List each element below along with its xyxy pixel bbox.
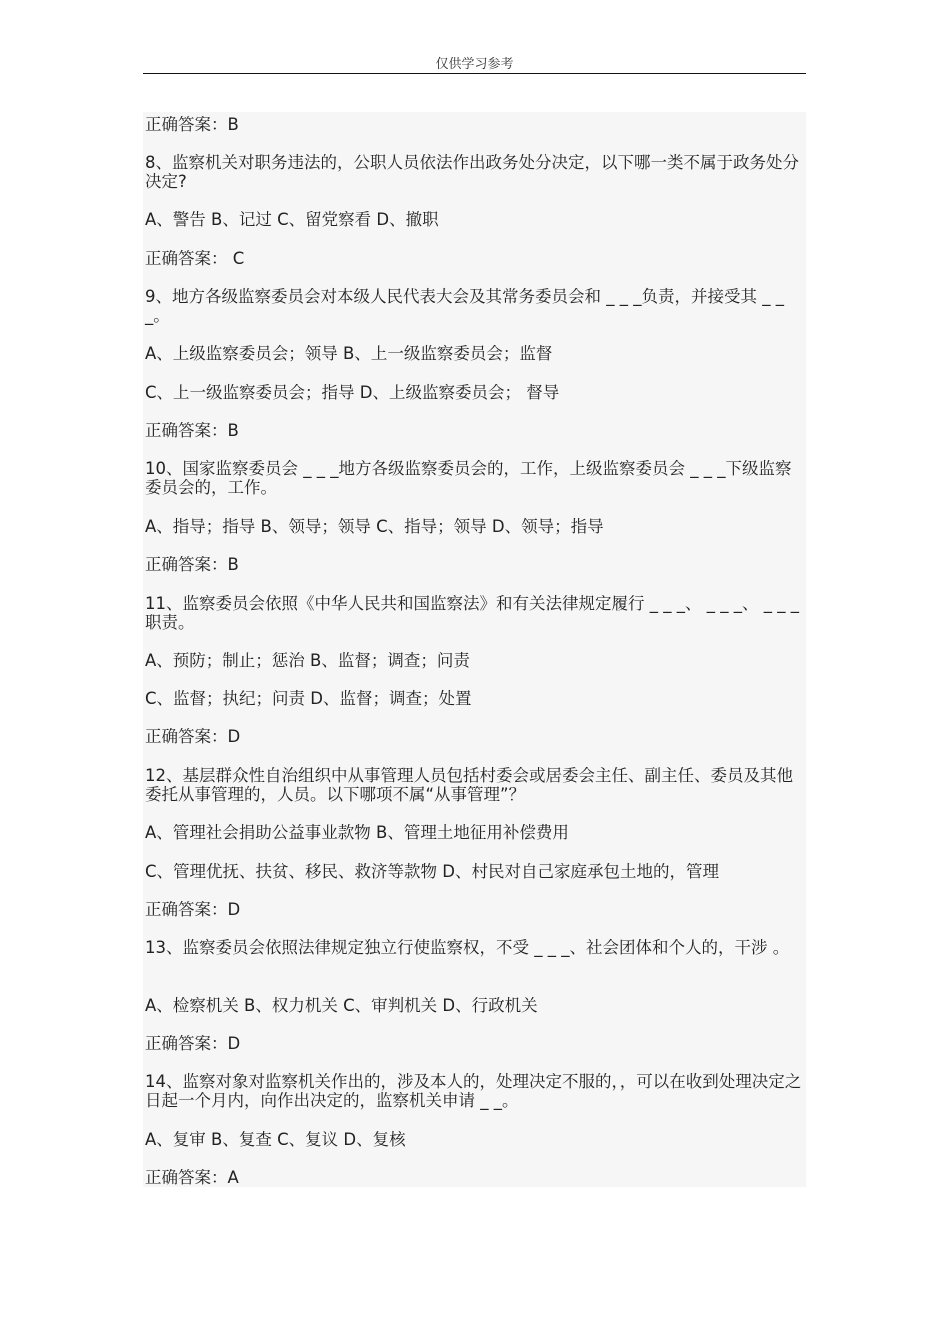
answer-line: 正确答案：B bbox=[145, 555, 239, 574]
header-divider bbox=[143, 73, 806, 74]
answer-line: 正确答案： C bbox=[145, 249, 245, 268]
answer-line: 正确答案：B bbox=[145, 115, 239, 134]
options-line: A、检察机关 B、权力机关 C、审判机关 D、行政机关 bbox=[145, 996, 538, 1015]
options-line: C、上一级监察委员会；指导 D、上级监察委员会； 督导 bbox=[145, 383, 560, 402]
answer-line: 正确答案：D bbox=[145, 900, 241, 919]
options-line: C、监督；执纪；问责 D、监督；调查；处置 bbox=[145, 689, 472, 708]
answer-line: 正确答案：A bbox=[145, 1168, 239, 1187]
answer-line: 正确答案：D bbox=[145, 727, 241, 746]
page-header: 仅供学习参考 bbox=[435, 57, 514, 72]
options-line: A、管理社会捐助公益事业款物 B、管理土地征用补偿费用 bbox=[145, 823, 569, 842]
options-line: A、指导；指导 B、领导；领导 C、指导；领导 D、领导；指导 bbox=[145, 517, 604, 536]
question-12: 12、基层群众性自治组织中从事管理人员包括村委会或居委会主任、副主任、委员及其他委托从事管理的，人员。以下哪项不属“从事管理”？ bbox=[145, 766, 793, 804]
answer-line: 正确答案：B bbox=[145, 421, 239, 440]
question-14: 14、监察对象对监察机关作出的，涉及本人的，处理决定不服的，，可以在收到处理决定之日起一个月内，向作出决定的，监察机关申请 _ _。 bbox=[145, 1072, 802, 1110]
question-9: 9、地方各级监察委员会对本级人民代表大会及其常务委员会和 _ _ _负责，并接受其 _ _ _。 bbox=[145, 287, 784, 325]
options-line: A、预防；制止；惩治 B、监督；调查；问责 bbox=[145, 651, 470, 670]
question-13: 13、监察委员会依照法律规定独立行使监察权，不受 _ _ _、社会团体和个人的，干涉 。 bbox=[145, 938, 790, 957]
options-line: A、上级监察委员会；领导 B、上一级监察委员会；监督 bbox=[145, 344, 553, 363]
question-10: 10、国家监察委员会 _ _ _地方各级监察委员会的，工作，上级监察委员会 _ _ _下级监察委员会的，工作。 bbox=[145, 459, 792, 497]
options-line: A、警告 B、记过 C、留党察看 D、撤职 bbox=[145, 210, 439, 229]
content-area bbox=[143, 112, 806, 1187]
question-8: 8、监察机关对职务违法的，公职人员依法作出政务处分决定，以下哪一类不属于政务处分决定? bbox=[145, 153, 799, 191]
question-11: 11、监察委员会依照《中华人民共和国监察法》和有关法律规定履行 _ _ _、 _ _ _、 _ _ _职责。 bbox=[145, 594, 799, 632]
options-line: C、管理优抚、扶贫、移民、救济等款物 D、村民对自己家庭承包土地的，管理 bbox=[145, 862, 719, 881]
options-line: A、复审 B、复查 C、复议 D、复核 bbox=[145, 1130, 406, 1149]
answer-line: 正确答案：D bbox=[145, 1034, 241, 1053]
